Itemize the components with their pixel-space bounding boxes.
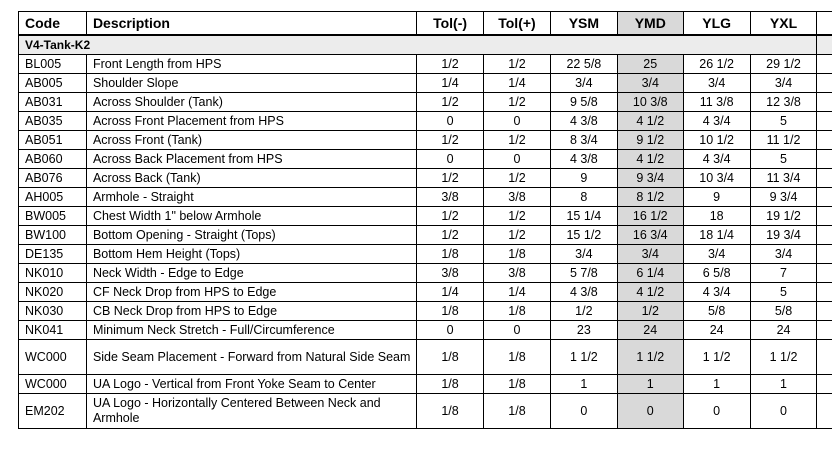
col-header-ylg: YLG — [683, 12, 750, 36]
table-row — [19, 74, 832, 93]
overflow-cell — [817, 394, 832, 429]
cell-ymd: 4 1/2 — [617, 283, 683, 302]
cell-description: Side Seam Placement - Forward from Natural Side Seam — [86, 340, 416, 375]
cell-yxl: 3/4 — [750, 74, 817, 93]
cell-ylg: 9 — [683, 188, 750, 207]
overflow-cell — [817, 55, 832, 74]
cell-yxl: 0 — [750, 394, 817, 429]
cell-yxl: 1 1/2 — [750, 340, 817, 375]
cell-ymd: 3/4 — [617, 245, 683, 264]
cell-code: WC000 — [19, 375, 87, 394]
cell-tol-minus: 1/2 — [417, 131, 484, 150]
cell-ysm: 0 — [550, 394, 617, 429]
cell-description: Across Back (Tank) — [86, 169, 416, 188]
overflow-cell — [817, 283, 832, 302]
overflow-cell — [817, 150, 832, 169]
cell-tol-plus: 1/8 — [484, 375, 551, 394]
cell-yxl: 11 3/4 — [750, 169, 817, 188]
cell-ysm: 4 3/8 — [550, 283, 617, 302]
overflow-cell — [817, 321, 832, 340]
overflow-cell — [817, 112, 832, 131]
cell-tol-plus: 3/8 — [484, 264, 551, 283]
cell-tol-minus: 1/8 — [417, 375, 484, 394]
cell-description: Front Length from HPS — [86, 55, 416, 74]
cell-description: Shoulder Slope — [86, 74, 416, 93]
cell-code: AB035 — [19, 112, 87, 131]
cell-code: BW100 — [19, 226, 87, 245]
cell-tol-plus: 1/8 — [484, 245, 551, 264]
cell-tol-plus: 3/8 — [484, 188, 551, 207]
col-header-ymd: YMD — [617, 12, 683, 36]
cell-ysm: 3/4 — [550, 74, 617, 93]
cell-tol-minus: 3/8 — [417, 188, 484, 207]
overflow-cell — [817, 74, 832, 93]
cell-tol-plus: 1/2 — [484, 207, 551, 226]
cell-tol-plus: 1/2 — [484, 55, 551, 74]
cell-yxl: 5 — [750, 112, 817, 131]
cell-ylg: 10 1/2 — [683, 131, 750, 150]
cell-tol-plus: 1/4 — [484, 74, 551, 93]
table-row — [19, 302, 832, 321]
cell-description: Across Shoulder (Tank) — [86, 93, 416, 112]
cell-code: AB005 — [19, 74, 87, 93]
cell-ylg: 18 — [683, 207, 750, 226]
cell-ysm: 9 5/8 — [550, 93, 617, 112]
overflow-cell — [817, 226, 832, 245]
cell-ylg: 18 1/4 — [683, 226, 750, 245]
overflow-cell — [817, 340, 832, 375]
cell-ylg: 1 1/2 — [683, 340, 750, 375]
cell-ymd: 1 1/2 — [617, 340, 683, 375]
spec-table — [18, 11, 832, 429]
cell-yxl: 1 — [750, 375, 817, 394]
cell-ysm: 5 7/8 — [550, 264, 617, 283]
cell-code: AB031 — [19, 93, 87, 112]
cell-description: Across Back Placement from HPS — [86, 150, 416, 169]
table-row — [19, 150, 832, 169]
cell-tol-minus: 1/8 — [417, 340, 484, 375]
cell-ysm: 22 5/8 — [550, 55, 617, 74]
cell-ymd: 9 1/2 — [617, 131, 683, 150]
cell-code: DE135 — [19, 245, 87, 264]
cell-ylg: 26 1/2 — [683, 55, 750, 74]
cell-ymd: 9 3/4 — [617, 169, 683, 188]
cell-tol-minus: 0 — [417, 112, 484, 131]
cell-code: AH005 — [19, 188, 87, 207]
cell-ylg: 4 3/4 — [683, 112, 750, 131]
cell-ylg: 3/4 — [683, 245, 750, 264]
cell-description: CF Neck Drop from HPS to Edge — [86, 283, 416, 302]
cell-description: Neck Width - Edge to Edge — [86, 264, 416, 283]
cell-tol-minus: 1/8 — [417, 302, 484, 321]
cell-yxl: 9 3/4 — [750, 188, 817, 207]
cell-yxl: 5 — [750, 283, 817, 302]
cell-description: Minimum Neck Stretch - Full/Circumference — [86, 321, 416, 340]
cell-yxl: 5/8 — [750, 302, 817, 321]
cell-ylg: 1 — [683, 375, 750, 394]
cell-description: Across Front Placement from HPS — [86, 112, 416, 131]
cell-code: WC000 — [19, 340, 87, 375]
col-header-tol-plus: Tol(+) — [484, 12, 551, 36]
cell-description: Chest Width 1" below Armhole — [86, 207, 416, 226]
cell-ylg: 0 — [683, 394, 750, 429]
overflow-cell — [817, 207, 832, 226]
cell-ysm: 9 — [550, 169, 617, 188]
table-row — [19, 321, 832, 340]
cell-ylg: 4 3/4 — [683, 150, 750, 169]
cell-ylg: 6 5/8 — [683, 264, 750, 283]
cell-ysm: 4 3/8 — [550, 150, 617, 169]
cell-ylg: 4 3/4 — [683, 283, 750, 302]
cell-ysm: 3/4 — [550, 245, 617, 264]
overflow-cell — [817, 264, 832, 283]
cell-tol-minus: 1/4 — [417, 283, 484, 302]
cell-ysm: 1 — [550, 375, 617, 394]
section-title: V4-Tank-K2 — [19, 35, 817, 55]
cell-tol-minus: 3/8 — [417, 264, 484, 283]
cell-tol-minus: 0 — [417, 150, 484, 169]
cell-tol-plus: 0 — [484, 112, 551, 131]
cell-tol-minus: 1/2 — [417, 226, 484, 245]
table-row — [19, 169, 832, 188]
overflow-cell — [817, 35, 832, 55]
cell-ymd: 4 1/2 — [617, 150, 683, 169]
cell-yxl: 24 — [750, 321, 817, 340]
cell-code: NK041 — [19, 321, 87, 340]
cell-ylg: 24 — [683, 321, 750, 340]
table-row — [19, 283, 832, 302]
cell-tol-minus: 1/2 — [417, 93, 484, 112]
cell-code: EM202 — [19, 394, 87, 429]
cell-ylg: 10 3/4 — [683, 169, 750, 188]
col-header-description: Description — [86, 12, 416, 36]
cell-ymd: 25 — [617, 55, 683, 74]
cell-yxl: 7 — [750, 264, 817, 283]
table-row — [19, 264, 832, 283]
cell-code: AB060 — [19, 150, 87, 169]
cell-ymd: 3/4 — [617, 74, 683, 93]
col-header-ysm: YSM — [550, 12, 617, 36]
overflow-cell — [817, 131, 832, 150]
cell-code: NK020 — [19, 283, 87, 302]
table-row — [19, 55, 832, 74]
cell-yxl: 19 3/4 — [750, 226, 817, 245]
cell-yxl: 29 1/2 — [750, 55, 817, 74]
cell-yxl: 3/4 — [750, 245, 817, 264]
overflow-cell — [817, 302, 832, 321]
cell-ymd: 24 — [617, 321, 683, 340]
table-row — [19, 226, 832, 245]
cell-ysm: 23 — [550, 321, 617, 340]
cell-ysm: 4 3/8 — [550, 112, 617, 131]
cell-code: BL005 — [19, 55, 87, 74]
table-row — [19, 207, 832, 226]
cell-ymd: 16 3/4 — [617, 226, 683, 245]
cell-tol-minus: 1/2 — [417, 207, 484, 226]
cell-tol-plus: 0 — [484, 321, 551, 340]
cell-ysm: 15 1/4 — [550, 207, 617, 226]
col-header-tol-minus: Tol(-) — [417, 12, 484, 36]
cell-tol-minus: 1/8 — [417, 245, 484, 264]
cell-ylg: 5/8 — [683, 302, 750, 321]
cell-tol-plus: 1/2 — [484, 131, 551, 150]
cell-description: Bottom Opening - Straight (Tops) — [86, 226, 416, 245]
cell-description: CB Neck Drop from HPS to Edge — [86, 302, 416, 321]
cell-code: NK030 — [19, 302, 87, 321]
cell-tol-plus: 1/8 — [484, 302, 551, 321]
cell-description: UA Logo - Horizontally Centered Between Neck and Armhole — [86, 394, 416, 429]
cell-yxl: 11 1/2 — [750, 131, 817, 150]
col-header-yxl: YXL — [750, 12, 817, 36]
table-row — [19, 188, 832, 207]
cell-ysm: 1 1/2 — [550, 340, 617, 375]
overflow-cell — [817, 169, 832, 188]
cell-ymd: 16 1/2 — [617, 207, 683, 226]
overflow-cell — [817, 93, 832, 112]
cell-ysm: 1/2 — [550, 302, 617, 321]
cell-code: AB076 — [19, 169, 87, 188]
cell-ysm: 8 3/4 — [550, 131, 617, 150]
cell-ymd: 4 1/2 — [617, 112, 683, 131]
cell-tol-plus: 1/4 — [484, 283, 551, 302]
cell-ymd: 1/2 — [617, 302, 683, 321]
cell-yxl: 19 1/2 — [750, 207, 817, 226]
overflow-cell — [817, 245, 832, 264]
cell-tol-plus: 1/2 — [484, 169, 551, 188]
section-row — [19, 35, 832, 55]
cell-description: Across Front (Tank) — [86, 131, 416, 150]
cell-tol-plus: 1/2 — [484, 93, 551, 112]
cell-tol-minus: 0 — [417, 321, 484, 340]
cell-code: AB051 — [19, 131, 87, 150]
table-row — [19, 93, 832, 112]
col-header-overflow — [817, 12, 832, 36]
cell-ysm: 15 1/2 — [550, 226, 617, 245]
overflow-cell — [817, 188, 832, 207]
cell-ymd: 1 — [617, 375, 683, 394]
cell-ylg: 11 3/8 — [683, 93, 750, 112]
table-row — [19, 131, 832, 150]
cell-description: UA Logo - Vertical from Front Yoke Seam to Center — [86, 375, 416, 394]
cell-ymd: 6 1/4 — [617, 264, 683, 283]
cell-tol-plus: 1/8 — [484, 340, 551, 375]
cell-tol-minus: 1/2 — [417, 169, 484, 188]
overflow-cell — [817, 375, 832, 394]
cell-tol-plus: 1/2 — [484, 226, 551, 245]
table-row — [19, 245, 832, 264]
cell-description: Bottom Hem Height (Tops) — [86, 245, 416, 264]
cell-ylg: 3/4 — [683, 74, 750, 93]
table-row — [19, 375, 832, 394]
cell-code: BW005 — [19, 207, 87, 226]
cell-tol-minus: 1/8 — [417, 394, 484, 429]
cell-code: NK010 — [19, 264, 87, 283]
table-row — [19, 394, 832, 429]
cell-ymd: 10 3/8 — [617, 93, 683, 112]
cell-yxl: 5 — [750, 150, 817, 169]
cell-tol-minus: 1/2 — [417, 55, 484, 74]
cell-description: Armhole - Straight — [86, 188, 416, 207]
col-header-code: Code — [19, 12, 87, 36]
table-row — [19, 112, 832, 131]
table-row — [19, 340, 832, 375]
cell-yxl: 12 3/8 — [750, 93, 817, 112]
cell-tol-plus: 1/8 — [484, 394, 551, 429]
cell-ysm: 8 — [550, 188, 617, 207]
header-row — [19, 12, 832, 36]
cell-tol-plus: 0 — [484, 150, 551, 169]
cell-ymd: 8 1/2 — [617, 188, 683, 207]
cell-tol-minus: 1/4 — [417, 74, 484, 93]
cell-ymd: 0 — [617, 394, 683, 429]
